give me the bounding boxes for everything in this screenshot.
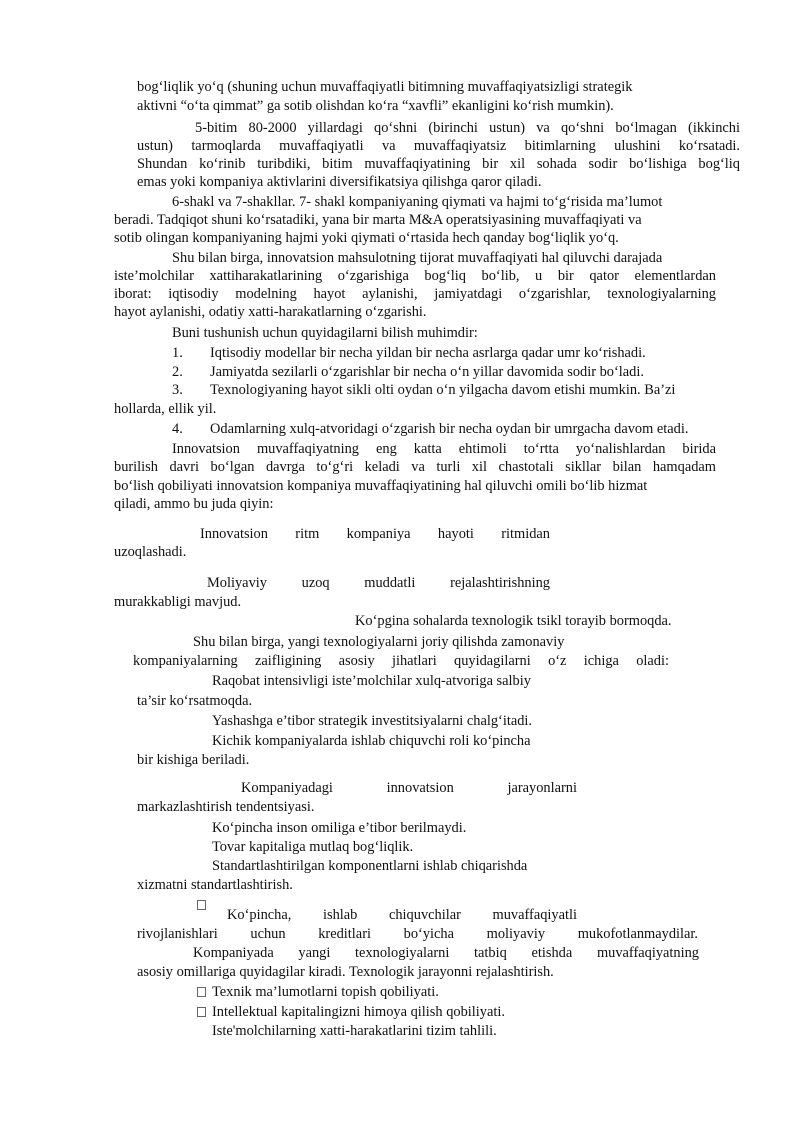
text-line: kompaniyalarning zaifligining asosiy jihatlari quyidagilarni o‘z ichiga oladi: [133,653,669,669]
list-item: Jamiyatda sezilarli o‘zgarishlar bir necha o‘n yillar davomida sodir bo‘ladi. [210,364,644,380]
bullet-item: rivojlanishlari uchun kreditlari bo‘yicha moliyaviy mukofotlanmaydilar. [137,926,698,942]
text-line: aktivni “o‘ta qimmat” ga sotib olishdan ko‘ra “xavfli” ekanligini ko‘rish mumkin). [137,98,614,114]
text-line: qiladi, ammo bu juda qiyin: [114,496,274,512]
text-line: hayot aylanishi, odatiy xatti-harakatlarning o‘zgarishi. [114,304,427,320]
list-item: Texnologiyaning hayot sikli olti oydan o‘n yilgacha davom etishi mumkin. Ba’zi [210,382,676,398]
list-item: Iqtisodiy modellar bir necha yildan bir necha asrlarga qadar umr ko‘rishadi. [210,345,646,361]
list-item: Odamlarning xulq-atvoridagi o‘zgarish bir necha oydan bir umrgacha davom etadi. [210,421,689,437]
bullet-item: ta’sir ko‘rsatmoqda. [137,693,253,709]
list-item: hollarda, ellik yil. [114,401,217,417]
text-line: bog‘liqlik yo‘q (shuning uchun muvaffaqiyatli bitimning muvaffaqiyatsizligi strategik [137,79,633,95]
bullet-item: xizmatni standartlashtirish. [137,877,293,893]
list-number: 1. [172,345,183,361]
text-line: Kompaniyada yangi texnologiyalarni tatbiq etishda muvaffaqiyatning [193,945,699,961]
text-line: Shundan ko‘rinib turibdiki, bitim muvaffaqiyatining bir xil sohada sodir bo‘lishiga bog‘liq [137,156,740,172]
list-number: 4. [172,421,183,437]
list-number: 2. [172,364,183,380]
text-line: Buni tushunish uchun quyidagilarni bilish muhimdir: [172,325,478,341]
bullet-item: Ko‘pincha, ishlab chiquvchilar muvaffaqiyatli [227,907,577,923]
text-line: Shu bilan birga, innovatsion mahsulotning tijorat muvaffaqiyati hal qiluvchi darajada [172,250,663,266]
bullet-item: Iste'molchilarning xatti-harakatlarini tizim tahlili. [212,1023,497,1039]
text-line: beradi. Tadqiqot shuni ko‘rsatadiki, yana bir marta M&A operatsiyasining muvaffaqiyati va [114,212,642,228]
text-line: bo‘lish qobiliyati innovatsion kompaniya muvaffaqiyatining hal qiluvchi omili bo‘lib hizmat [114,478,648,494]
text-line: emas yoki kompaniya aktivlarini diversifikatsiya qilishga qaror qiladi. [137,174,542,190]
bullet-item: Intellektual kapitalingizni himoya qilish qobiliyati. [212,1004,505,1020]
bullet-item: bir kishiga beriladi. [137,752,250,768]
bullet-item: Standartlashtirilgan komponentlarni ishlab chiqarishda [212,858,528,874]
bullet-item: Tovar kapitaliga mutlaq bog‘liqlik. [212,839,414,855]
text-line: ustun) tarmoqlarda muvaffaqiyatli va muvaffaqiyatsiz bitimlarning ulushini ko‘rsatadi. [137,138,740,154]
text-line: 5-bitim 80-2000 yillardagi qo‘shni (birinchi ustun) va qo‘shni bo‘lmagan (ikkinchi [195,120,740,136]
checkbox-icon [197,983,209,1001]
text-line: 6-shakl va 7-shakllar. 7- shakl kompaniyaning qiymati va hajmi to‘g‘risida ma’lumot [172,194,663,210]
checkbox-icon [197,1003,209,1021]
bullet-item: Ko‘pincha inson omiliga e’tibor berilmaydi. [212,820,467,836]
bullet-item: Ko‘pgina sohalarda texnologik tsikl torayib bormoqda. [355,613,672,629]
text-line: burilish davri bo‘lgan davrga to‘g‘ri keladi va turli xil chastotali sikllar bilan hamqadam [114,459,716,475]
text-line: asosiy omillariga quyidagilar kiradi. Texnologik jarayonni rejalashtirish. [137,964,554,980]
bullet-item: Innovatsion ritm kompaniya hayoti ritmidan [200,526,550,542]
text-line: iborat: iqtisodiy modelning hayot aylanishi, jamiyatdagi o‘zgarishlar, texnologiyalarning [114,286,716,302]
bullet-item: Yashashga e’tibor strategik investitsiyalarni chalg‘itadi. [212,713,532,729]
bullet-item: Raqobat intensivligi iste’molchilar xulq-atvoriga salbiy [212,673,531,689]
text-line: sotib olingan kompaniyaning hajmi yoki qiymati o‘rtasida hech qanday bog‘liqlik yo‘q. [114,230,619,246]
bullet-item: murakkabligi mavjud. [114,594,242,610]
text-line: Innovatsion muvaffaqiyatning eng katta ehtimoli to‘rtta yo‘nalishlardan birida [172,441,716,457]
bullet-item: Texnik ma’lumotlarni topish qobiliyati. [212,984,439,1000]
bullet-item: uzoqlashadi. [114,544,187,560]
bullet-item: Kompaniyadagi innovatsion jarayonlarni [241,780,577,796]
text-line: iste’molchilar xattiharakatlarining o‘zgarishiga bog‘liq bo‘lib, u bir qator elementlardan [114,268,716,284]
bullet-item: Moliyaviy uzoq muddatli rejalashtirishning [207,575,550,591]
bullet-item: markazlashtirish tendentsiyasi. [137,799,315,815]
list-number: 3. [172,382,183,398]
checkbox-icon [197,896,209,914]
text-line: Shu bilan birga, yangi texnologiyalarni joriy qilishda zamonaviy [193,634,565,650]
bullet-item: Kichik kompaniyalarda ishlab chiquvchi roli ko‘pincha [212,733,531,749]
